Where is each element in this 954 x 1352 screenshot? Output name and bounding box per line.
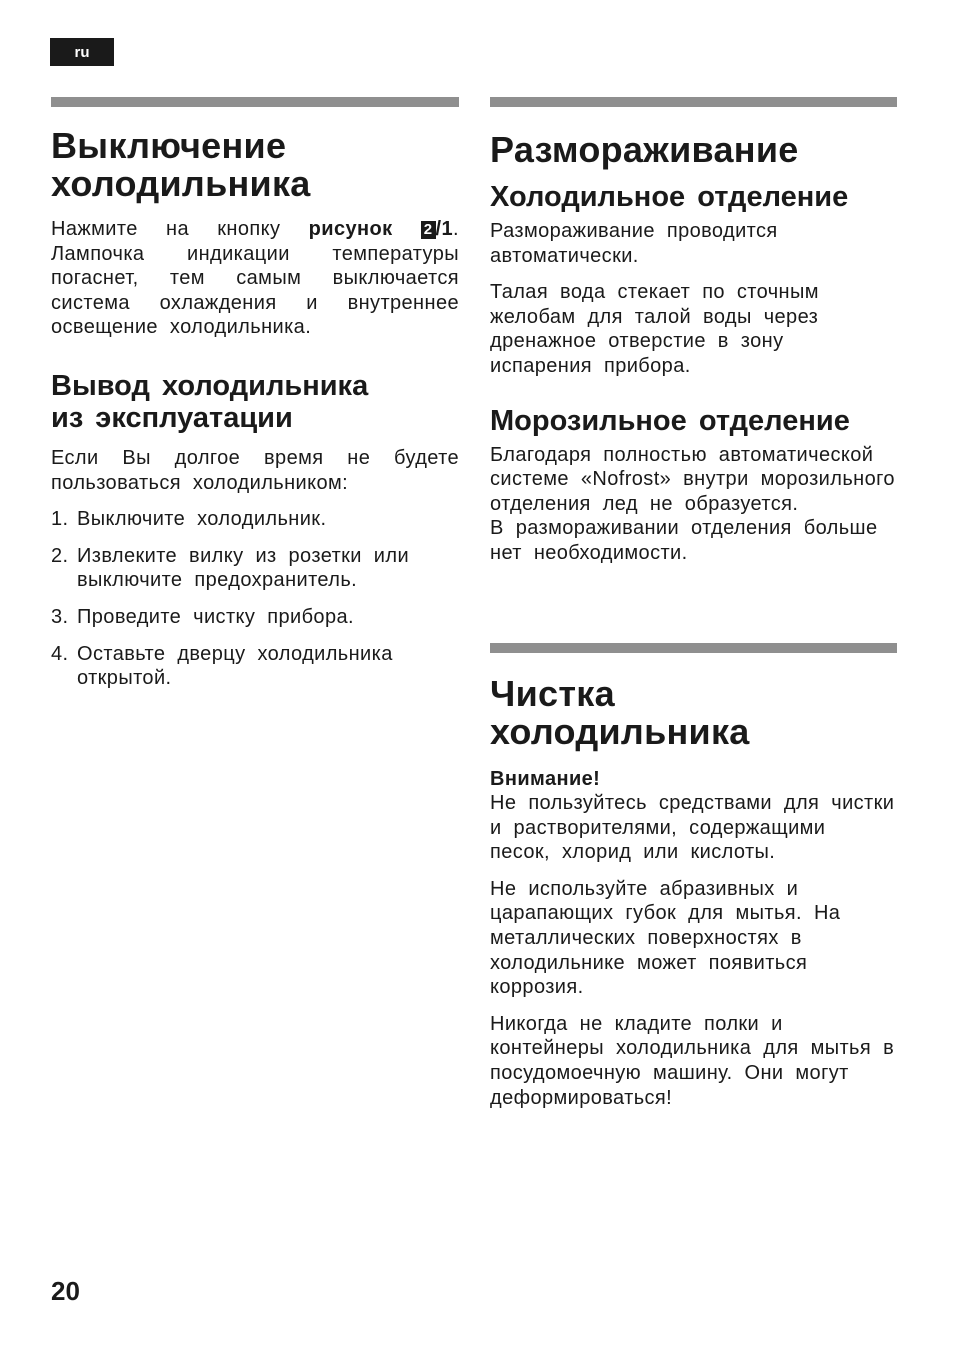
freezer-defrost-p2: В размораживании отделения больше нет необходимости. [490,517,878,564]
cleaning-p3: Никогда не кладите полки и контейнеры холодильника для мытья в посудомоечную машину. Они могут деформироваться! [490,1012,895,1109]
section-divider [490,643,897,653]
heading-defrost: Размораживание [490,129,799,170]
heading-line: из эксплуатации [51,401,293,434]
heading-line: холодильника [51,163,311,204]
warning-label: Внимание! [490,768,601,790]
figure-number-badge: 2 [421,221,436,239]
decommission-intro: Если Вы долгое время не будете пользоваться холодильником: [51,446,459,494]
heading-line: Выключение [51,125,287,166]
list-item [51,507,459,532]
section-divider [51,97,459,107]
para-text: . Лампочка индикации температуры погаснет, тем самым выключается система охлаждения и внутреннее освещение холодильника. [51,218,459,339]
heading-decommission [51,370,459,434]
freezer-defrost-p1: Благодаря полностью автоматической системе «Nofrost» внутри морозильного отделения лед не образуется. [490,443,895,515]
fridge-defrost-p1: Размораживание проводится автоматически. [490,220,778,267]
cleaning-section [490,643,897,1110]
fridge-defrost-p2: Талая вода стекает по сточным желобам для талой воды через дренажное отверстие в зону испарения прибора. [490,281,819,377]
defrost-section [490,97,897,566]
heading-line: Чистка [490,673,615,714]
step-text: Оставьте дверцу холодильника открытой. [77,642,393,690]
list-item [51,605,459,630]
left-column [51,97,459,703]
decommission-steps [51,507,459,691]
cleaning-p2: Не используйте абразивных и царапающих губок для мытья. На металлических поверхностях в холодильнике может появиться коррозия. [490,877,841,999]
step-number: 1. [51,508,69,531]
list-item [51,544,459,593]
section-divider [490,97,897,107]
heading-line: холодильника [490,711,750,752]
heading-switch-off [51,127,459,203]
cleaning-p1: Не пользуйтесь средствами для чистки и растворителями, содержащими песок, хлорид или кислоты. [490,792,895,864]
step-number: 3. [51,605,69,628]
language-tag: ru [50,38,114,66]
heading-line: Вывод холодильника [51,369,369,402]
list-item [51,642,459,691]
para-text: Нажмите на кнопку [51,218,309,240]
step-text: Выключите холодильник. [77,508,327,531]
figure-ref-word: рисунок [308,218,393,240]
heading-cleaning [490,675,897,751]
step-text: Извлеките вилку из розетки или выключите предохранитель. [77,544,410,592]
heading-freezer-compartment: Морозильное отделение [490,404,850,437]
step-number: 2. [51,544,69,567]
figure-ref-suffix: /1 [435,218,454,240]
switch-off-paragraph [51,217,459,340]
heading-fridge-compartment: Холодильное отделение [490,181,849,213]
page-number: 20 [51,1276,80,1306]
step-number: 4. [51,642,69,665]
step-text: Проведите чистку прибора. [77,605,354,628]
